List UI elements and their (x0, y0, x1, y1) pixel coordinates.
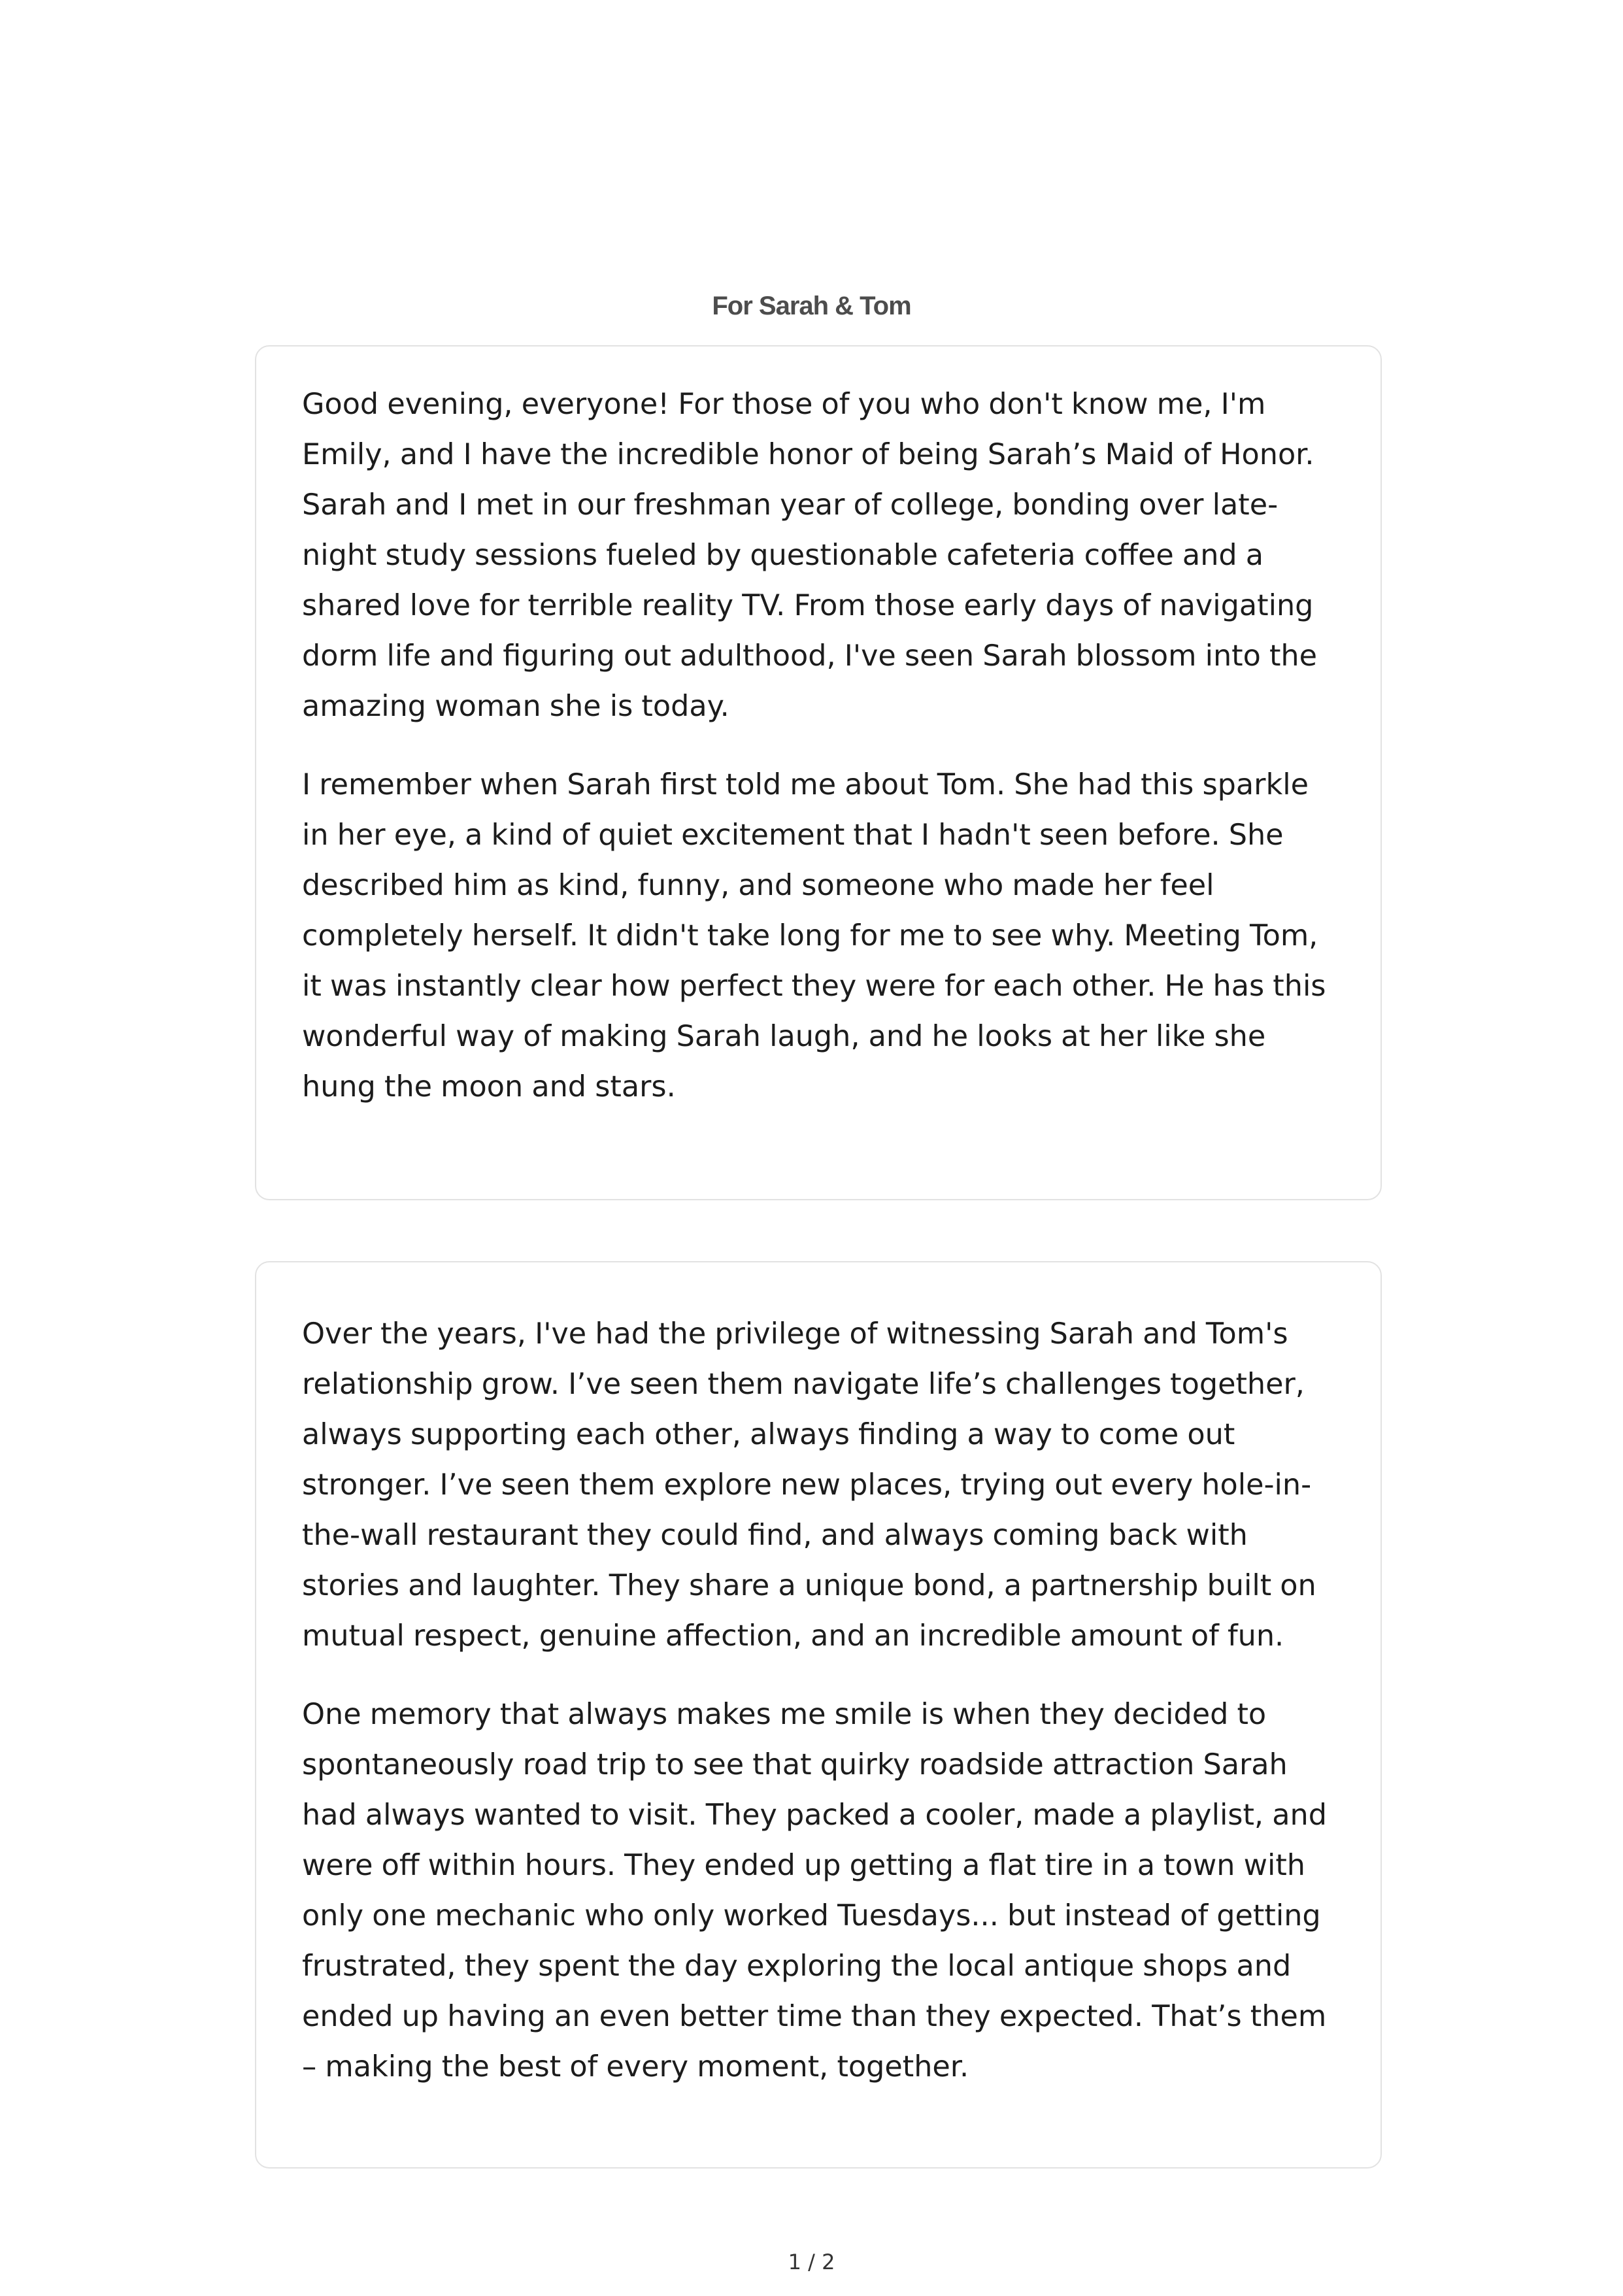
paragraph: I remember when Sarah first told me about Tom. She had this sparkle in her eye, a kind of quiet excitement that I hadn't seen before. She described him as kind, funny, and someone who made her feel completely herself. It didn't take long for me to see why. Meeting Tom, it was instantly clear how perfect they were for each other. He has this wonderful way of making Sarah laugh, and he looks at her like she hung the moon and stars. (302, 768, 1326, 1104)
paragraph: Good evening, everyone! For those of you who don't know me, I'm Emily, and I have the incredible honor of being Sarah’s Maid of Honor. Sarah and I met in our freshman year of college, bonding over late-night study sessions fueled by questionable cafeteria coffee and a shared love for terrible reality TV. From those early days of navigating dorm life and figuring out adulthood, I've seen Sarah blossom into the amazing woman she is today. (302, 388, 1318, 723)
page-number: 1 / 2 (788, 2250, 835, 2274)
speech-card-2 (255, 1261, 1382, 2169)
page-title: For Sarah & Tom (712, 292, 911, 320)
paragraph: One memory that always makes me smile is when they decided to spontaneously road trip to see that quirky roadside attraction Sarah had always wanted to visit. They packed a cooler, made a playlist, and were off within hours. They ended up getting a flat tire in a town with only one mechanic who only worked Tuesdays... but instead of getting frustrated, they spent the day exploring the local antique shops and ended up having an even better time than they expected. That’s them – making the best of every moment, together. (302, 1698, 1327, 2084)
speech-card-1 (255, 345, 1382, 1200)
paragraph: Over the years, I've had the privilege of witnessing Sarah and Tom's relationship grow. I’ve seen them navigate life’s challenges together, always supporting each other, always finding a way to come out stronger. I’ve seen them explore new places, trying out every hole-in-the-wall restaurant they could find, and always coming back with stories and laughter. They share a unique bond, a partnership built on mutual respect, genuine affection, and an incredible amount of fun. (302, 1317, 1316, 1653)
